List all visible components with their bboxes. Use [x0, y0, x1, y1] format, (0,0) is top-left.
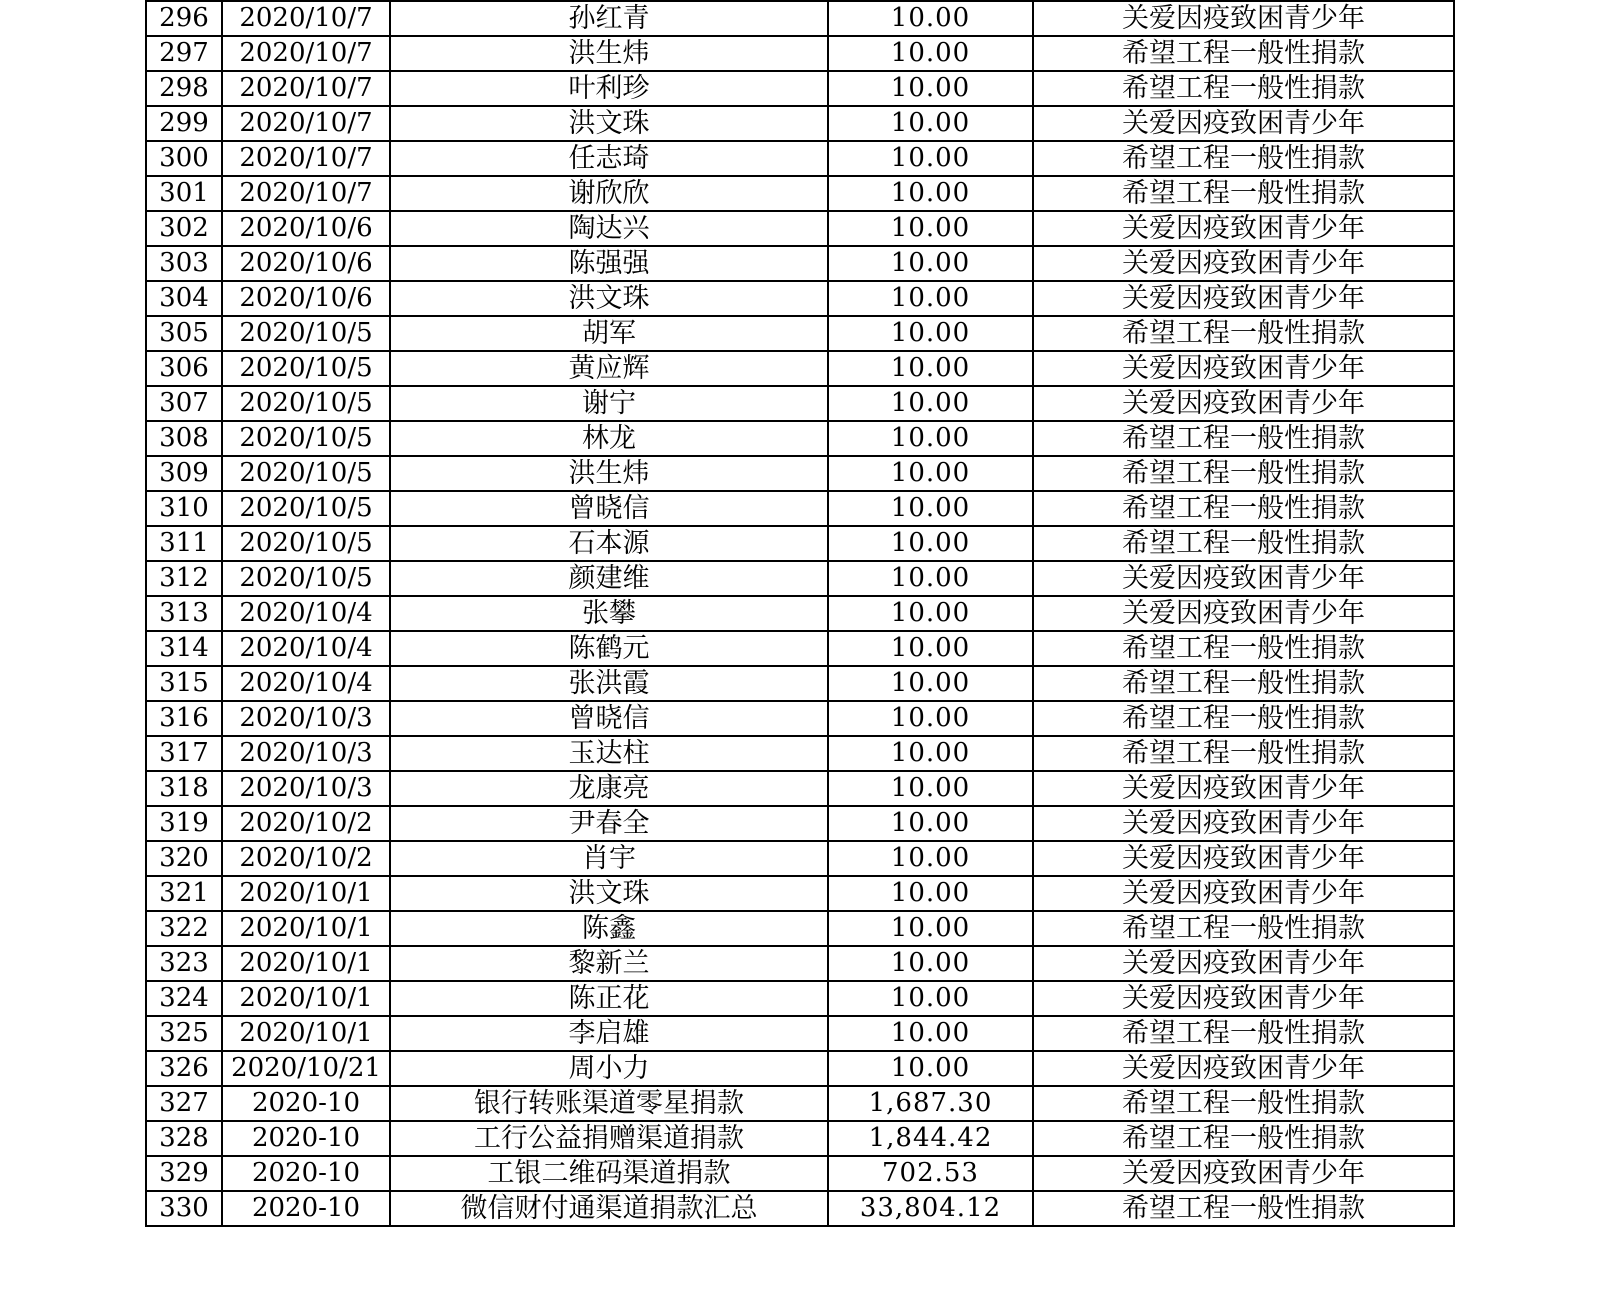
table-row — [146, 631, 1454, 666]
row-number-cell: 301 — [146, 176, 222, 211]
donor-cell: 洪文珠 — [390, 876, 828, 911]
table-row — [146, 386, 1454, 421]
donor-cell: 张攀 — [390, 596, 828, 631]
purpose-cell: 关爱因疫致困青少年 — [1033, 246, 1454, 281]
donor-cell: 尹春全 — [390, 806, 828, 841]
row-number-cell: 316 — [146, 701, 222, 736]
row-number-cell: 309 — [146, 456, 222, 491]
date-cell: 2020/10/7 — [222, 1, 390, 36]
donor-cell: 银行转账渠道零星捐款 — [390, 1086, 828, 1121]
amount-cell: 10.00 — [828, 561, 1033, 596]
table-row — [146, 771, 1454, 806]
row-number-cell: 308 — [146, 421, 222, 456]
row-number-cell: 324 — [146, 981, 222, 1016]
row-number-cell: 302 — [146, 211, 222, 246]
amount-cell: 10.00 — [828, 386, 1033, 421]
amount-cell: 1,687.30 — [828, 1086, 1033, 1121]
purpose-cell: 希望工程一般性捐款 — [1033, 316, 1454, 351]
row-number-cell: 304 — [146, 281, 222, 316]
row-number-cell: 303 — [146, 246, 222, 281]
date-cell: 2020/10/4 — [222, 596, 390, 631]
row-number-cell: 299 — [146, 106, 222, 141]
amount-cell: 10.00 — [828, 806, 1033, 841]
amount-cell: 10.00 — [828, 666, 1033, 701]
date-cell: 2020/10/2 — [222, 806, 390, 841]
purpose-cell: 希望工程一般性捐款 — [1033, 1016, 1454, 1051]
date-cell: 2020/10/4 — [222, 666, 390, 701]
donor-cell: 谢欣欣 — [390, 176, 828, 211]
amount-cell: 10.00 — [828, 456, 1033, 491]
row-number-cell: 322 — [146, 911, 222, 946]
table-row — [146, 1121, 1454, 1156]
row-number-cell: 300 — [146, 141, 222, 176]
purpose-cell: 关爱因疫致困青少年 — [1033, 351, 1454, 386]
donor-cell: 张洪霞 — [390, 666, 828, 701]
purpose-cell: 希望工程一般性捐款 — [1033, 1086, 1454, 1121]
amount-cell: 10.00 — [828, 246, 1033, 281]
table-row — [146, 351, 1454, 386]
donor-cell: 陈正花 — [390, 981, 828, 1016]
date-cell: 2020/10/3 — [222, 736, 390, 771]
amount-cell: 10.00 — [828, 596, 1033, 631]
donor-cell: 洪生炜 — [390, 36, 828, 71]
date-cell: 2020/10/6 — [222, 281, 390, 316]
purpose-cell: 希望工程一般性捐款 — [1033, 631, 1454, 666]
donor-cell: 曾晓信 — [390, 701, 828, 736]
donor-cell: 李启雄 — [390, 1016, 828, 1051]
date-cell: 2020/10/6 — [222, 246, 390, 281]
donor-cell: 玉达柱 — [390, 736, 828, 771]
purpose-cell: 希望工程一般性捐款 — [1033, 141, 1454, 176]
table-row — [146, 456, 1454, 491]
date-cell: 2020/10/7 — [222, 106, 390, 141]
table-row — [146, 701, 1454, 736]
amount-cell: 10.00 — [828, 631, 1033, 666]
table-row — [146, 491, 1454, 526]
donor-cell: 叶利珍 — [390, 71, 828, 106]
row-number-cell: 314 — [146, 631, 222, 666]
donor-cell: 任志琦 — [390, 141, 828, 176]
donor-cell: 洪文珠 — [390, 281, 828, 316]
purpose-cell: 希望工程一般性捐款 — [1033, 911, 1454, 946]
table-row — [146, 281, 1454, 316]
purpose-cell: 关爱因疫致困青少年 — [1033, 386, 1454, 421]
donor-cell: 微信财付通渠道捐款汇总 — [390, 1191, 828, 1226]
purpose-cell: 关爱因疫致困青少年 — [1033, 596, 1454, 631]
row-number-cell: 317 — [146, 736, 222, 771]
table-row — [146, 176, 1454, 211]
amount-cell: 10.00 — [828, 876, 1033, 911]
ledger-body — [146, 1, 1454, 1226]
table-row — [146, 141, 1454, 176]
row-number-cell: 325 — [146, 1016, 222, 1051]
donor-cell: 龙康亮 — [390, 771, 828, 806]
purpose-cell: 关爱因疫致困青少年 — [1033, 876, 1454, 911]
table-row — [146, 316, 1454, 351]
purpose-cell: 关爱因疫致困青少年 — [1033, 806, 1454, 841]
table-row — [146, 1191, 1454, 1226]
date-cell: 2020/10/7 — [222, 71, 390, 106]
purpose-cell: 关爱因疫致困青少年 — [1033, 1051, 1454, 1086]
date-cell: 2020/10/1 — [222, 876, 390, 911]
date-cell: 2020/10/7 — [222, 36, 390, 71]
row-number-cell: 312 — [146, 561, 222, 596]
amount-cell: 10.00 — [828, 211, 1033, 246]
table-row — [146, 421, 1454, 456]
table-row — [146, 876, 1454, 911]
purpose-cell: 关爱因疫致困青少年 — [1033, 106, 1454, 141]
amount-cell: 10.00 — [828, 491, 1033, 526]
amount-cell: 10.00 — [828, 106, 1033, 141]
amount-cell: 10.00 — [828, 316, 1033, 351]
purpose-cell: 关爱因疫致困青少年 — [1033, 211, 1454, 246]
row-number-cell: 327 — [146, 1086, 222, 1121]
purpose-cell: 希望工程一般性捐款 — [1033, 666, 1454, 701]
table-row — [146, 981, 1454, 1016]
purpose-cell: 关爱因疫致困青少年 — [1033, 771, 1454, 806]
amount-cell: 10.00 — [828, 1, 1033, 36]
donor-cell: 肖宇 — [390, 841, 828, 876]
purpose-cell: 希望工程一般性捐款 — [1033, 736, 1454, 771]
donor-cell: 工行公益捐赠渠道捐款 — [390, 1121, 828, 1156]
donor-cell: 洪文珠 — [390, 106, 828, 141]
amount-cell: 10.00 — [828, 71, 1033, 106]
donor-cell: 黎新兰 — [390, 946, 828, 981]
row-number-cell: 296 — [146, 1, 222, 36]
donor-cell: 黄应辉 — [390, 351, 828, 386]
purpose-cell: 希望工程一般性捐款 — [1033, 176, 1454, 211]
amount-cell: 10.00 — [828, 841, 1033, 876]
table-row — [146, 106, 1454, 141]
date-cell: 2020/10/3 — [222, 771, 390, 806]
row-number-cell: 313 — [146, 596, 222, 631]
row-number-cell: 310 — [146, 491, 222, 526]
donor-cell: 陶达兴 — [390, 211, 828, 246]
date-cell: 2020/10/21 — [222, 1051, 390, 1086]
date-cell: 2020-10 — [222, 1121, 390, 1156]
donor-cell: 石本源 — [390, 526, 828, 561]
row-number-cell: 319 — [146, 806, 222, 841]
table-row — [146, 666, 1454, 701]
date-cell: 2020/10/4 — [222, 631, 390, 666]
purpose-cell: 希望工程一般性捐款 — [1033, 1191, 1454, 1226]
table-row — [146, 526, 1454, 561]
date-cell: 2020-10 — [222, 1086, 390, 1121]
purpose-cell: 希望工程一般性捐款 — [1033, 701, 1454, 736]
amount-cell: 33,804.12 — [828, 1191, 1033, 1226]
table-row — [146, 596, 1454, 631]
amount-cell: 10.00 — [828, 281, 1033, 316]
donor-cell: 胡军 — [390, 316, 828, 351]
table-row — [146, 1051, 1454, 1086]
row-number-cell: 315 — [146, 666, 222, 701]
amount-cell: 1,844.42 — [828, 1121, 1033, 1156]
donation-ledger-table — [145, 0, 1455, 1227]
date-cell: 2020/10/5 — [222, 561, 390, 596]
date-cell: 2020/10/2 — [222, 841, 390, 876]
amount-cell: 10.00 — [828, 981, 1033, 1016]
date-cell: 2020/10/5 — [222, 526, 390, 561]
purpose-cell: 希望工程一般性捐款 — [1033, 421, 1454, 456]
table-row — [146, 36, 1454, 71]
row-number-cell: 321 — [146, 876, 222, 911]
amount-cell: 10.00 — [828, 771, 1033, 806]
table-row — [146, 946, 1454, 981]
amount-cell: 702.53 — [828, 1156, 1033, 1191]
table-row — [146, 561, 1454, 596]
table-row — [146, 246, 1454, 281]
purpose-cell: 关爱因疫致困青少年 — [1033, 1156, 1454, 1191]
date-cell: 2020/10/5 — [222, 491, 390, 526]
donor-cell: 陈鑫 — [390, 911, 828, 946]
row-number-cell: 328 — [146, 1121, 222, 1156]
date-cell: 2020/10/5 — [222, 351, 390, 386]
table-row — [146, 806, 1454, 841]
amount-cell: 10.00 — [828, 421, 1033, 456]
row-number-cell: 305 — [146, 316, 222, 351]
amount-cell: 10.00 — [828, 351, 1033, 386]
date-cell: 2020/10/6 — [222, 211, 390, 246]
row-number-cell: 323 — [146, 946, 222, 981]
donor-cell: 陈鹤元 — [390, 631, 828, 666]
row-number-cell: 298 — [146, 71, 222, 106]
date-cell: 2020/10/5 — [222, 316, 390, 351]
amount-cell: 10.00 — [828, 736, 1033, 771]
row-number-cell: 320 — [146, 841, 222, 876]
date-cell: 2020/10/1 — [222, 946, 390, 981]
purpose-cell: 希望工程一般性捐款 — [1033, 491, 1454, 526]
purpose-cell: 希望工程一般性捐款 — [1033, 526, 1454, 561]
table-row — [146, 911, 1454, 946]
donor-cell: 颜建维 — [390, 561, 828, 596]
row-number-cell: 330 — [146, 1191, 222, 1226]
purpose-cell: 关爱因疫致困青少年 — [1033, 1, 1454, 36]
amount-cell: 10.00 — [828, 176, 1033, 211]
row-number-cell: 297 — [146, 36, 222, 71]
date-cell: 2020/10/1 — [222, 911, 390, 946]
amount-cell: 10.00 — [828, 1051, 1033, 1086]
date-cell: 2020/10/1 — [222, 981, 390, 1016]
date-cell: 2020/10/5 — [222, 421, 390, 456]
row-number-cell: 311 — [146, 526, 222, 561]
amount-cell: 10.00 — [828, 1016, 1033, 1051]
date-cell: 2020-10 — [222, 1156, 390, 1191]
date-cell: 2020/10/5 — [222, 386, 390, 421]
purpose-cell: 关爱因疫致困青少年 — [1033, 841, 1454, 876]
table-row — [146, 71, 1454, 106]
table-row — [146, 1156, 1454, 1191]
purpose-cell: 关爱因疫致困青少年 — [1033, 561, 1454, 596]
date-cell: 2020/10/3 — [222, 701, 390, 736]
table-row — [146, 1086, 1454, 1121]
date-cell: 2020/10/7 — [222, 176, 390, 211]
row-number-cell: 326 — [146, 1051, 222, 1086]
donor-cell: 孙红青 — [390, 1, 828, 36]
table-row — [146, 736, 1454, 771]
date-cell: 2020-10 — [222, 1191, 390, 1226]
purpose-cell: 希望工程一般性捐款 — [1033, 36, 1454, 71]
table-row — [146, 1016, 1454, 1051]
purpose-cell: 关爱因疫致困青少年 — [1033, 981, 1454, 1016]
purpose-cell: 希望工程一般性捐款 — [1033, 456, 1454, 491]
row-number-cell: 306 — [146, 351, 222, 386]
row-number-cell: 318 — [146, 771, 222, 806]
amount-cell: 10.00 — [828, 141, 1033, 176]
amount-cell: 10.00 — [828, 911, 1033, 946]
donor-cell: 周小力 — [390, 1051, 828, 1086]
date-cell: 2020/10/5 — [222, 456, 390, 491]
purpose-cell: 关爱因疫致困青少年 — [1033, 946, 1454, 981]
amount-cell: 10.00 — [828, 526, 1033, 561]
date-cell: 2020/10/7 — [222, 141, 390, 176]
purpose-cell: 关爱因疫致困青少年 — [1033, 281, 1454, 316]
donor-cell: 林龙 — [390, 421, 828, 456]
row-number-cell: 329 — [146, 1156, 222, 1191]
purpose-cell: 希望工程一般性捐款 — [1033, 1121, 1454, 1156]
donor-cell: 曾晓信 — [390, 491, 828, 526]
amount-cell: 10.00 — [828, 36, 1033, 71]
donor-cell: 工银二维码渠道捐款 — [390, 1156, 828, 1191]
donor-cell: 洪生炜 — [390, 456, 828, 491]
purpose-cell: 希望工程一般性捐款 — [1033, 71, 1454, 106]
table-row — [146, 841, 1454, 876]
table-row — [146, 211, 1454, 246]
row-number-cell: 307 — [146, 386, 222, 421]
amount-cell: 10.00 — [828, 701, 1033, 736]
donor-cell: 谢宁 — [390, 386, 828, 421]
amount-cell: 10.00 — [828, 946, 1033, 981]
date-cell: 2020/10/1 — [222, 1016, 390, 1051]
donor-cell: 陈强强 — [390, 246, 828, 281]
table-row — [146, 1, 1454, 36]
